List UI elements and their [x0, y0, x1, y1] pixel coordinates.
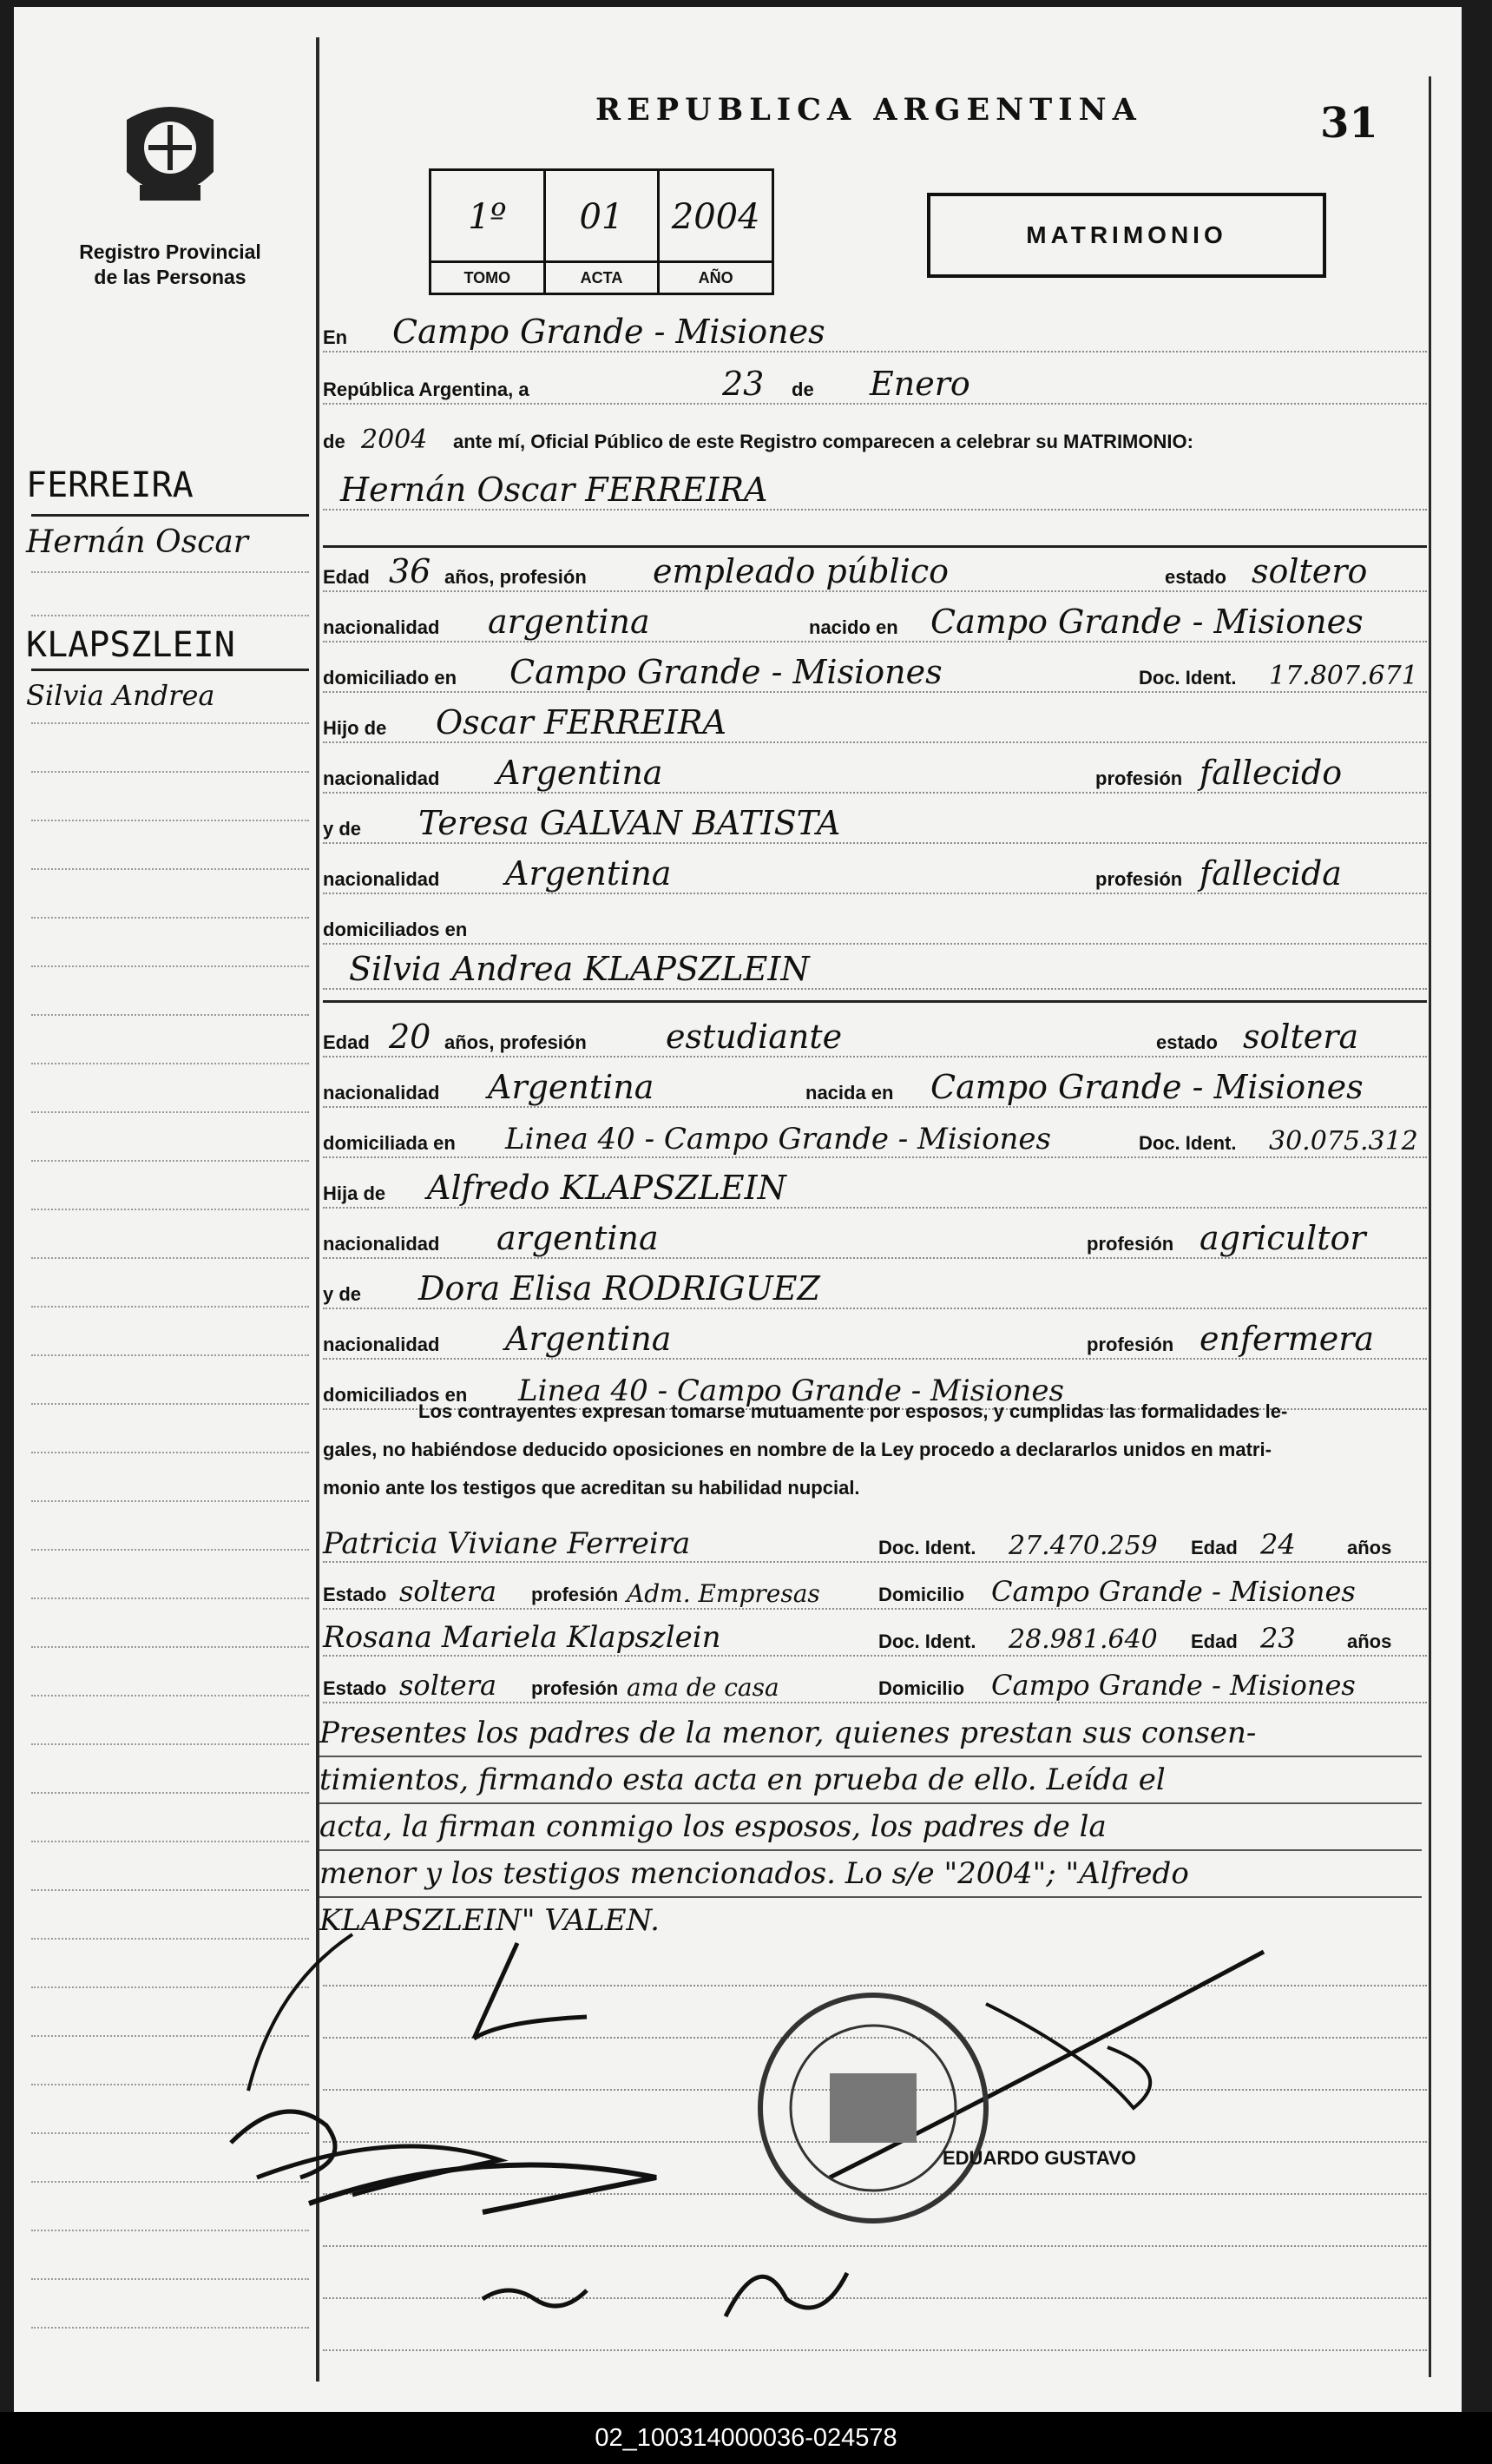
label-y-de: y de [323, 818, 366, 840]
witness2-profession: ama de casa [627, 1673, 779, 1702]
witness2-address: Campo Grande - Misiones [991, 1669, 1356, 1702]
label-anos-profesion: años, profesión [444, 566, 592, 589]
label-estado: estado [1156, 1031, 1223, 1054]
closing-notes [319, 1710, 1422, 1943]
act-place: Campo Grande - Misiones [392, 313, 825, 351]
line-witness2-name [323, 1613, 1427, 1664]
spouse1-status: soltero [1252, 552, 1368, 590]
label-domiciliados-en: domiciliados en [323, 919, 472, 941]
spouse2-mother-nationality: Argentina [505, 1320, 672, 1358]
spouse2-full-name: Silvia Andrea KLAPSZLEIN [349, 950, 810, 988]
label-profesion: profesión [531, 1677, 623, 1700]
spouse2-birthplace: Campo Grande - Misiones [930, 1068, 1364, 1106]
label-profesion: profesión [531, 1584, 623, 1606]
certificate-page [14, 7, 1462, 2412]
act-day: 23 [722, 365, 765, 403]
spouse1-mother: Teresa GALVAN BATISTA [418, 804, 841, 842]
signatures-and-seal [222, 1917, 1351, 2368]
spouse1-residence: Campo Grande - Misiones [509, 653, 943, 691]
label-de-year: de [323, 431, 351, 453]
spouse1-doc: 17.807.671 [1269, 661, 1418, 691]
page-number: 31 [1320, 99, 1378, 148]
act-year: 2004 [361, 425, 428, 455]
line-year [323, 413, 1427, 464]
label-republica: República Argentina, a [323, 379, 535, 401]
label-edad: Edad [323, 566, 375, 589]
line-spouse2-name [323, 946, 1427, 997]
tomo-acta-ano-box [429, 168, 774, 295]
record-type-box: MATRIMONIO [927, 193, 1326, 278]
tomo-value: 1º [468, 197, 507, 237]
note-line-3: acta, la firman conmigo los esposos, los padres de la [319, 1804, 1422, 1851]
right-border [1429, 76, 1431, 2377]
tomo-cell [431, 171, 546, 293]
label-profesion: profesión [1087, 1233, 1179, 1255]
spouse1-mother-profession: fallecida [1200, 854, 1342, 893]
witness2-status: soltera [399, 1669, 497, 1702]
label-profesion: profesión [1095, 768, 1187, 790]
label-hijo-de: Hijo de [323, 717, 391, 740]
ano-cell [660, 171, 772, 293]
registry-title [66, 240, 274, 290]
label-de-month: de [792, 379, 819, 401]
spouse2-parents-residence: Linea 40 - Campo Grande - Misiones [518, 1374, 1064, 1408]
footer-document-id: 02_100314000036-024578 [0, 2412, 1492, 2464]
spouse2-doc: 30.075.312 [1269, 1126, 1418, 1156]
label-profesion: profesión [1087, 1334, 1179, 1356]
label-doc-ident: Doc. Ident. [878, 1631, 981, 1653]
line-date [323, 361, 1427, 412]
line-spouse1-age [323, 549, 1427, 599]
line-witness1-name [323, 1519, 1427, 1570]
spouse1-age: 36 [389, 552, 431, 590]
witness1-age: 24 [1260, 1528, 1296, 1561]
acta-label: ACTA [546, 260, 658, 293]
label-hija-de: Hija de [323, 1183, 391, 1205]
line-spouse1-mother [323, 800, 1427, 851]
line-spouse1-father-nat [323, 750, 1427, 800]
label-nacionalidad: nacionalidad [323, 616, 444, 639]
stamp-name: EDUARDO GUSTAVO [943, 2147, 1136, 2169]
witness1-status: soltera [399, 1575, 497, 1608]
label-domiciliados-en: domiciliados en [323, 1384, 472, 1407]
declaration-text [323, 1393, 1399, 1507]
margin-spouse2-names: Silvia Andrea [26, 679, 215, 712]
line-witness1-details [323, 1566, 1427, 1617]
spouse2-status: soltera [1243, 1018, 1359, 1056]
margin-spouse1-names: Hernán Oscar [26, 524, 249, 560]
label-anos: años [1347, 1631, 1397, 1653]
spouse2-profession: estudiante [666, 1018, 843, 1056]
label-nacionalidad: nacionalidad [323, 1082, 444, 1104]
label-en: En [323, 326, 352, 349]
spouse1-mother-nationality: Argentina [505, 854, 672, 893]
spouse2-residence: Linea 40 - Campo Grande - Misiones [505, 1122, 1051, 1156]
label-domicilio: Domicilio [878, 1677, 969, 1700]
label-edad: Edad [323, 1031, 375, 1054]
acta-value: 01 [579, 197, 624, 237]
label-domiciliada-en: domiciliada en [323, 1132, 461, 1155]
label-nacionalidad: nacionalidad [323, 868, 444, 891]
label-estado: estado [1165, 566, 1232, 589]
spouse2-nationality: Argentina [488, 1068, 654, 1106]
spouse2-father-profession: agricultor [1200, 1219, 1366, 1257]
line-spouse1-name [323, 467, 1427, 517]
line-spouse2-nat [323, 1064, 1427, 1115]
line-spouse1-nat [323, 599, 1427, 649]
ano-value: 2004 [671, 197, 760, 237]
spouse2-mother: Dora Elisa RODRIGUEZ [418, 1269, 820, 1308]
label-y-de: y de [323, 1283, 366, 1306]
label-edad: Edad [1191, 1631, 1243, 1653]
label-edad: Edad [1191, 1537, 1243, 1559]
label-anos-profesion: años, profesión [444, 1031, 592, 1054]
label-domiciliado-en: domiciliado en [323, 667, 462, 689]
line-spouse1-parents-res [323, 901, 1427, 952]
margin-spouse1-surname: FERREIRA [26, 465, 194, 505]
note-line-2: timientos, firmando esta acta en prueba de ello. Leída el [319, 1757, 1422, 1804]
label-nacida-en: nacida en [805, 1082, 898, 1104]
line-spouse2-father-nat [323, 1216, 1427, 1266]
line-spouse1-mother-nat [323, 851, 1427, 901]
spouse2-father-nationality: argentina [496, 1219, 659, 1257]
spouse1-nationality: argentina [488, 603, 650, 641]
label-profesion: profesión [1095, 868, 1187, 891]
witness2-age: 23 [1260, 1622, 1296, 1655]
note-line-4: menor y los testigos mencionados. Lo s/e "2004"; "Alfredo [319, 1851, 1422, 1898]
spouse1-birthplace: Campo Grande - Misiones [930, 603, 1364, 641]
spouse1-father: Oscar FERREIRA [436, 703, 726, 741]
declaration-line-3: monio ante los testigos que acreditan su habilidad nupcial. [323, 1477, 860, 1499]
label-nacido-en: nacido en [809, 616, 904, 639]
label-doc-ident: Doc. Ident. [1139, 1132, 1241, 1155]
witness1-name: Patricia Viviane Ferreira [323, 1526, 691, 1561]
label-nacionalidad: nacionalidad [323, 1334, 444, 1356]
ano-label: AÑO [660, 260, 772, 293]
witness2-name: Rosana Mariela Klapszlein [323, 1620, 721, 1655]
spouse1-father-nationality: Argentina [496, 754, 663, 792]
acta-cell [546, 171, 661, 293]
spouse2-age: 20 [389, 1018, 431, 1056]
spouse2-father: Alfredo KLAPSZLEIN [427, 1169, 786, 1207]
line-witness2-details [323, 1660, 1427, 1710]
spouse1-father-profession: fallecido [1200, 754, 1343, 792]
label-doc-ident: Doc. Ident. [1139, 667, 1241, 689]
label-anos: años [1347, 1537, 1397, 1559]
registry-line-2: de las Personas [94, 266, 246, 288]
line-spouse2-age [323, 1014, 1427, 1064]
declaration-line-1: Los contrayentes expresan tomarse mutuamente por esposos, y cumplidas las formalidades le- [418, 1400, 1288, 1422]
registry-line-1: Registro Provincial [79, 240, 261, 263]
label-estado: Estado [323, 1677, 391, 1700]
witness2-doc: 28.981.640 [1009, 1624, 1158, 1655]
label-nacionalidad: nacionalidad [323, 1233, 444, 1255]
witness1-profession: Adm. Empresas [627, 1579, 820, 1608]
note-line-1: Presentes los padres de la menor, quienes prestan sus consen- [319, 1710, 1422, 1757]
line-spouse1-res [323, 649, 1427, 700]
spouse1-profession: empleado público [653, 552, 950, 590]
declaration-line-2: gales, no habiéndose deducido oposiciones en nombre de la Ley procedo a declararlos unidos en matri- [323, 1439, 1272, 1460]
line-place [323, 309, 1427, 359]
label-estado: Estado [323, 1584, 391, 1606]
label-domicilio: Domicilio [878, 1584, 969, 1606]
spouse1-full-name: Hernán Oscar FERREIRA [340, 471, 768, 509]
act-month: Enero [870, 365, 970, 403]
official-seal-icon [760, 1995, 986, 2221]
line-spouse2-mother-nat [323, 1316, 1427, 1367]
spouse2-mother-profession: enfermera [1200, 1320, 1375, 1358]
country-heading: REPUBLICA ARGENTINA [595, 92, 1142, 128]
witness1-address: Campo Grande - Misiones [991, 1575, 1356, 1608]
margin-spouse2-surname: KLAPSZLEIN [26, 625, 235, 665]
label-intro: ante mí, Oficial Público de este Registro comparecen a celebrar su MATRIMONIO: [453, 431, 1199, 453]
label-doc-ident: Doc. Ident. [878, 1537, 981, 1559]
line-spouse2-res [323, 1115, 1427, 1165]
line-spouse2-father [323, 1165, 1427, 1216]
line-spouse2-mother [323, 1266, 1427, 1316]
provincial-crest-icon [109, 94, 231, 215]
note-line-5: KLAPSZLEIN" VALEN. [319, 1903, 660, 1938]
line-spouse1-father [323, 700, 1427, 750]
witness1-doc: 27.470.259 [1009, 1531, 1158, 1561]
tomo-label: TOMO [431, 260, 543, 293]
label-nacionalidad: nacionalidad [323, 768, 444, 790]
